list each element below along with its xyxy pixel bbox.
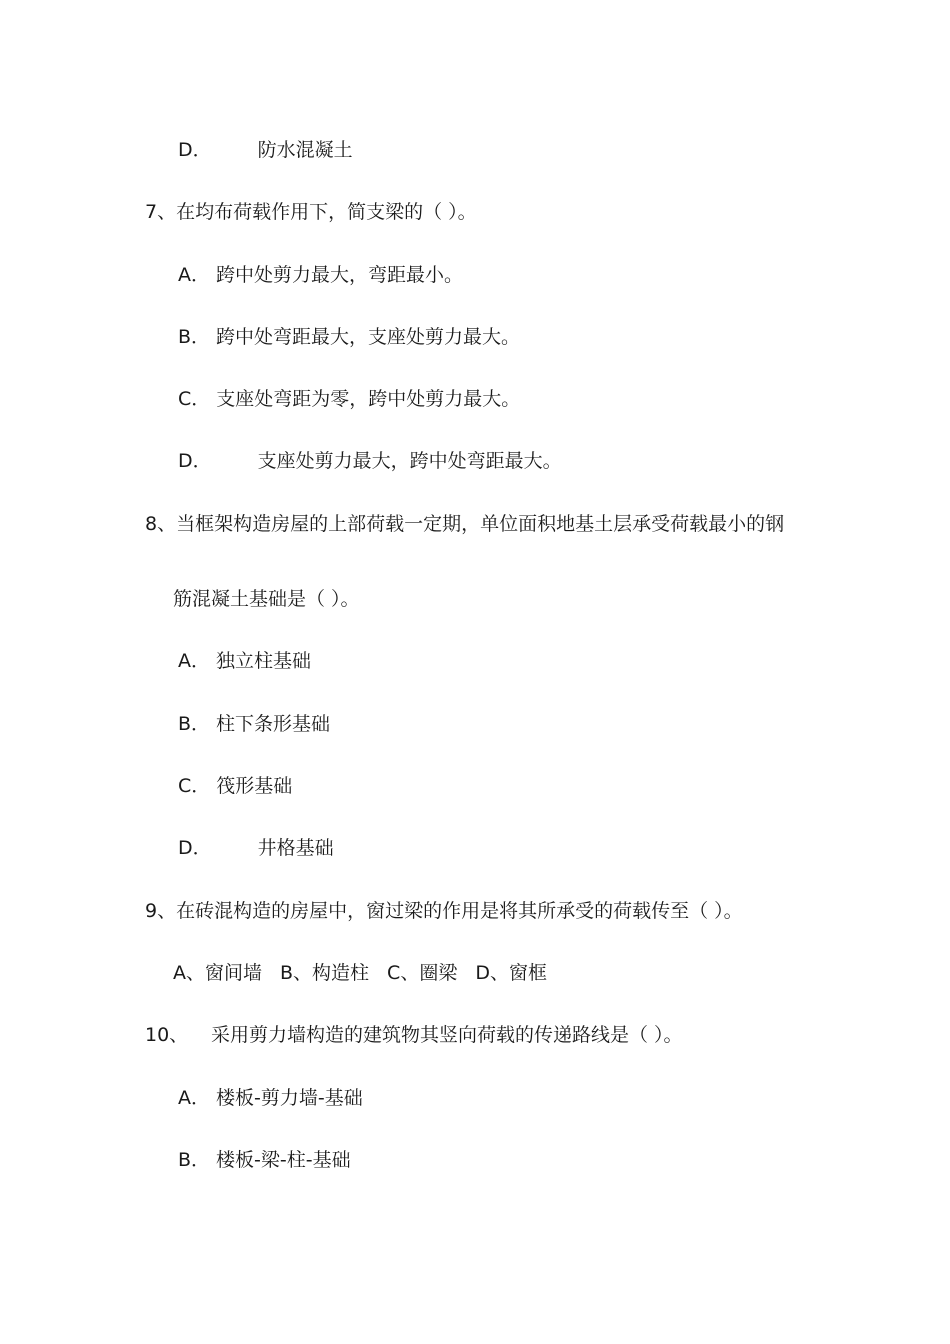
option-letter: C．	[178, 775, 211, 797]
q9-options-row	[173, 960, 565, 986]
question-number: 10、	[145, 1024, 189, 1046]
option-text: 柱下条形基础	[216, 713, 331, 735]
option-text: 独立柱基础	[216, 650, 312, 672]
option-letter: D．	[178, 450, 212, 472]
option-text: 防水混凝土	[257, 139, 353, 161]
option-text: 楼板-梁-柱-基础	[216, 1149, 351, 1171]
question-9-stem: 9、在砖混构造的房屋中，窗过梁的作用是将其所承受的荷载传至（ ）。	[145, 900, 743, 922]
option-letter: A．	[178, 650, 210, 672]
option-letter: D．	[178, 837, 212, 859]
q7-option-c	[178, 386, 520, 412]
q10-option-b	[178, 1147, 351, 1173]
option-text: 井格基础	[257, 837, 334, 859]
option-letter: B．	[178, 713, 211, 735]
q8-option-d	[178, 835, 334, 861]
option-text: 跨中处弯距最大，支座处剪力最大。	[216, 326, 521, 348]
q8-option-b	[178, 711, 330, 737]
q7-option-b	[178, 324, 520, 350]
option-text: 筏形基础	[216, 775, 293, 797]
question-7-stem: 7、在均布荷载作用下，简支梁的（ ）。	[145, 201, 477, 223]
question-8-stem-line1: 8、当框架构造房屋的上部荷载一定期，单位面积地基土层承受荷载最小的钢	[145, 513, 785, 535]
question-10-stem	[145, 1022, 683, 1048]
q9-option-d: D、窗框	[475, 962, 547, 984]
option-letter: A．	[178, 1087, 210, 1109]
option-text: 跨中处剪力最大，弯距最小。	[216, 264, 464, 286]
question-text: 采用剪力墙构造的建筑物其竖向荷载的传递路线是（ ）。	[211, 1024, 683, 1046]
question-8-stem-line2: 筋混凝土基础是（ ）。	[173, 588, 360, 610]
q9-option-b: B、构造柱	[280, 962, 370, 984]
option-d-prev	[178, 137, 353, 163]
q7-option-d	[178, 448, 562, 474]
option-letter: D．	[178, 139, 212, 161]
q10-option-a	[178, 1085, 363, 1111]
q8-option-a	[178, 648, 311, 674]
q8-option-c	[178, 773, 292, 799]
option-text: 支座处剪力最大，跨中处弯距最大。	[257, 450, 562, 472]
q7-option-a	[178, 262, 463, 288]
option-text: 楼板-剪力墙-基础	[216, 1087, 363, 1109]
option-text: 支座处弯距为零，跨中处剪力最大。	[216, 388, 521, 410]
option-letter: B．	[178, 1149, 211, 1171]
option-letter: B．	[178, 326, 211, 348]
q9-option-a: A、窗间墙	[173, 962, 262, 984]
option-letter: A．	[178, 264, 210, 286]
option-letter: C．	[178, 388, 211, 410]
q9-option-c: C、圈梁	[387, 962, 458, 984]
